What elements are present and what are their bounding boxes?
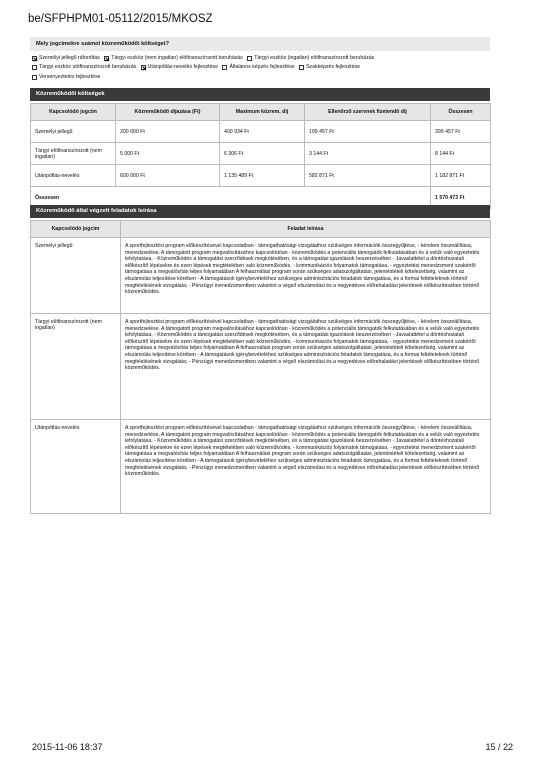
option-szakkepzes[interactable] [299, 64, 360, 71]
checkbox-unchecked[interactable] [299, 65, 304, 70]
option-targyi-ingatlan[interactable] [247, 55, 374, 62]
option-utanpotlas[interactable] [141, 64, 218, 71]
option-targyi-nem-ingatlan[interactable] [104, 55, 242, 62]
checkbox-checked[interactable] [104, 56, 109, 61]
option-versenyeztetes[interactable] [32, 74, 100, 81]
total-label: Összesen [31, 187, 431, 209]
cell: 3 144 Ft [305, 143, 431, 165]
cell: 8 144 Ft [431, 143, 491, 165]
cell: 6 306 Ft [220, 143, 305, 165]
checkbox-unchecked[interactable] [32, 75, 37, 80]
cell: Tárgyi elöfinanszírozott (nem ingatlan) [31, 143, 116, 165]
option-label: Általános képzés fejlesztése [229, 64, 295, 71]
checkbox-checked[interactable] [32, 56, 37, 61]
table-header-row [31, 221, 491, 238]
cell: Tárgyi elöfinanszírozott (nem ingatlan) [31, 314, 121, 420]
option-altalanos-kepzes[interactable] [222, 64, 294, 71]
cell: 1 135 489 Ft [220, 165, 305, 187]
option-label: Utánpótlás-nevelés fejlesztése [147, 64, 218, 71]
total-value: 1 570 473 Ft [431, 187, 491, 209]
cell: Személyi jellegű [31, 238, 121, 314]
question-heading: Mely jogcímekre számol közreműködői költséget? [30, 37, 490, 51]
option-szemelyi[interactable] [32, 55, 100, 62]
cell: Személyi jellegű [31, 121, 116, 143]
cell: 200 000 Ft [116, 121, 220, 143]
footer-date: 2015-11-06 18:37 [32, 742, 103, 752]
table-row [31, 165, 491, 187]
cost-section-title: Közreműködői költségek [30, 88, 490, 101]
option-utofinanszirozott[interactable] [32, 64, 136, 71]
table-row [31, 121, 491, 143]
task-description: A sportfejlesztési program előkészítésével kapcsolatban - támogathatósági vizsgálathoz szükséges információk összegyűjtése, - kérelem összeállítása, menedzselése. A támogatott program megvalósításához kapcsolódóan - közreműködés a potenciális támogatók felkutatásában és a velük való egyeztetés lefolytatása, - Közreműködés a támogatási szerződések megkötésében, és a támogatási igazolások beszerzésében - Javaslattétel a döntéshozatali előkészítő lépésekre és ezen lépések megtételében való közreműködés, - kommunikációs folyamatok támogatása, - egyeztetési menedzsment szakértői támogatása a megvalósítás teljes folyamatában A felhasználási program során szükséges adatszolgáltatási, jelentéstételi kötelezettség, valamint az elszámolás teljesítése körében - A támogatások igénybevételéhez szükséges adminisztrációs feladatok támogatása, és a formai feltételeknek történő megfelelésének vizsgálata; - Pénzügyi menedzsmentben valamint a végső elszámolási és a negyedéves előrehaladási jelentések előkészítésében történő közreműködés. [121, 238, 491, 314]
cell: Utánpótlás-nevelés [31, 165, 116, 187]
document-id: be/SFPHPM01-05112/2015/MKOSZ [28, 13, 213, 25]
task-description: A sportfejlesztési program előkészítésével kapcsolatban - támogathatósági vizsgálathoz szükséges információk összegyűjtése, - kérelem összeállítása, menedzselése. A támogatott program megvalósításához kapcsolódóan - közreműködés a potenciális támogatók felkutatásában és a velük való egyeztetés lefolytatása, - Közreműködés a támogatási szerződések megkötésében, és a támogatási igazolások beszerzésében - Javaslattétel a döntéshozatali előkészítő lépésekre és ezen lépések megtételében való közreműködés, - kommunikációs folyamatok támogatása, - egyeztetési menedzsment szakértői támogatása a megvalósítás teljes folyamatában A felhasználási program során szükséges adatszolgáltatási, jelentéstételi kötelezettség, valamint az elszámolás teljesítése körében - A támogatások igénybevételéhez szükséges adminisztrációs feladatok támogatása, és a formai feltételeknek történő megfelelésének vizsgálata; - Pénzügyi menedzsmentben valamint a végső elszámolási és a negyedéves előrehaladási jelentések előkészítésében történő közreműködés. [121, 314, 491, 420]
column-header: Maximum közrem. díj [220, 104, 305, 121]
option-label: Szakképzés fejlesztése [306, 64, 360, 71]
cost-table [30, 103, 491, 209]
option-label: Tárgyi eszköz (ingatlan) elöfinanszírozott beruházás [254, 55, 375, 61]
category-options [32, 55, 502, 83]
column-header: Ellenőrző szervnek fizetendő díj [305, 104, 431, 121]
cell: 399 457 Ft [431, 121, 491, 143]
option-label: Versenyeztetés fejlesztése [39, 73, 101, 80]
cell: Utánpótlás-nevelés [31, 420, 121, 514]
task-section-title: Közreműködő által végzett feladatok leírása [30, 205, 490, 218]
column-header: Kapcsolódó jogcím [31, 104, 116, 121]
table-row [31, 314, 491, 420]
checkbox-unchecked[interactable] [32, 65, 37, 70]
column-header: Feladat leírása [121, 221, 491, 238]
cell: 582 871 Ft [305, 165, 431, 187]
table-row [31, 143, 491, 165]
task-table [30, 220, 491, 514]
option-label: Személyi jellegű ráfordítás [39, 55, 100, 61]
footer-page-number: 15 / 22 [485, 742, 513, 752]
table-row [31, 420, 491, 514]
task-description: A sportfejlesztési program előkészítésével kapcsolatban - támogathatósági vizsgálathoz szükséges információk összegyűjtése, - kérelem összeállítása, menedzselése. A támogatott program megvalósításához kapcsolódóan - közreműködés a potenciális támogatók felkutatásában és a velük való egyeztetés lefolytatása, - Közreműködés a támogatási szerződések megkötésében, és a támogatási igazolások beszerzésében - Javaslattétel a döntéshozatali előkészítő lépésekre és ezen lépések megtételében való közreműködés, - kommunikációs folyamatok támogatása, - egyeztetési menedzsment szakértői támogatása a megvalósítás teljes folyamatában A felhasználási program során szükséges adatszolgáltatási, jelentéstételi kötelezettség, valamint az elszámolás teljesítése körében - A támogatások igénybevételéhez szükséges adminisztrációs feladatok támogatása, és a formai feltételeknek történő megfelelésének vizsgálata; - Pénzügyi menedzsmentben valamint a végső elszámolási és a negyedéves előrehaladási jelentések előkészítésében történő közreműködés. [121, 420, 491, 514]
table-header-row [31, 104, 491, 121]
column-header: Összesen [431, 104, 491, 121]
cell: 5 000 Ft [116, 143, 220, 165]
cell: 400 934 Ft [220, 121, 305, 143]
checkbox-checked[interactable] [141, 65, 146, 70]
cell: 1 182 871 Ft [431, 165, 491, 187]
column-header: Közreműködő díjazása (Ft) [116, 104, 220, 121]
option-label: Tárgyi eszköz utófinanszírozott beruházás [39, 64, 137, 71]
table-row [31, 238, 491, 314]
column-header: Kapcsolódó jogcím [31, 221, 121, 238]
cell: 199 457 Ft [305, 121, 431, 143]
checkbox-unchecked[interactable] [222, 65, 227, 70]
checkbox-unchecked[interactable] [247, 56, 252, 61]
cell: 600 000 Ft [116, 165, 220, 187]
option-label: Tárgyi eszköz (nem ingatlan) elöfinanszírozott beruházás [111, 55, 243, 61]
